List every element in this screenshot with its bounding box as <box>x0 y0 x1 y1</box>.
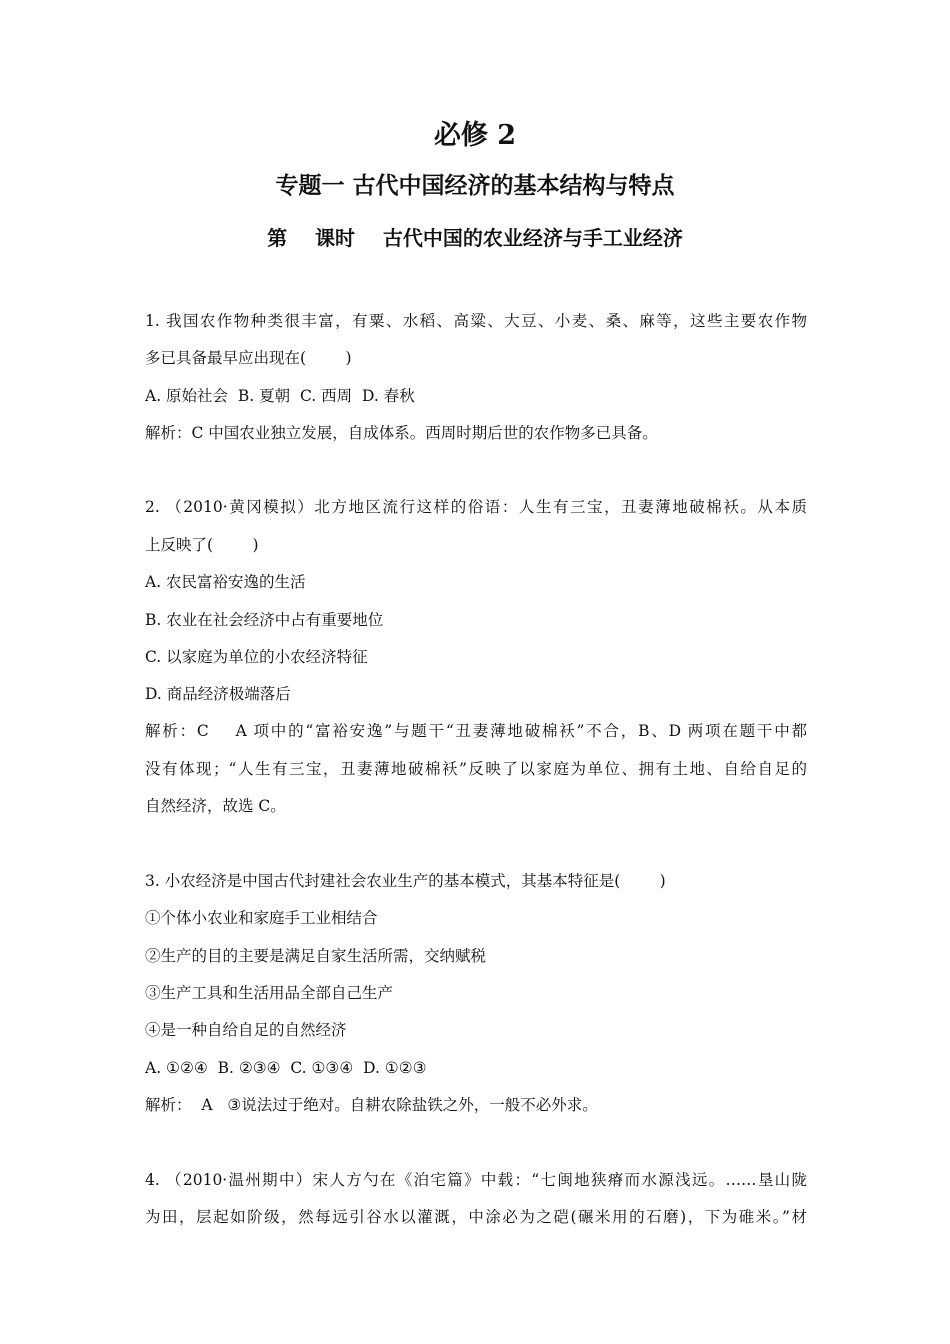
question-3-statement-3: ③生产工具和生活用品全部自己生产 <box>145 984 394 1002</box>
question-2-option-b: B. 农业在社会经济中占有重要地位 <box>145 611 384 629</box>
question-1-line-1: 1. 我国农作物种类很丰富，有粟、水稻、高粱、大豆、小麦、桑、麻等，这些主要农作物 <box>145 312 807 330</box>
question-2-option-c: C. 以家庭为单位的小农经济特征 <box>145 648 368 666</box>
question-3-analysis: 解析： A ③说法过于绝对。自耕农除盐铁之外，一般不必外求。 <box>145 1096 598 1114</box>
question-1-line-2: 多已具备最早应出现在( ) <box>145 349 352 367</box>
lesson-title: 第 课时 古代中国的农业经济与手工业经济 <box>267 226 683 250</box>
question-4-line-1: 4. （2010·温州期中）宋人方勺在《泊宅篇》中载：“七闽地狭瘠而水源浅远。……垦山陇 <box>145 1171 807 1189</box>
volume-title: 必修 2 <box>433 120 517 151</box>
question-3-statement-4: ④是一种自给自足的自然经济 <box>145 1021 347 1039</box>
question-2-line-2: 上反映了( ) <box>145 536 259 554</box>
question-3-line-1: 3. 小农经济是中国古代封建社会农业生产的基本模式，其基本特征是( ) <box>145 872 666 890</box>
topic-title: 专题一 古代中国经济的基本结构与特点 <box>275 173 675 199</box>
question-3-statement-2: ②生产的目的主要是满足自家生活所需，交纳赋税 <box>145 947 487 965</box>
question-2-option-a: A. 农民富裕安逸的生活 <box>145 573 306 591</box>
question-2-analysis-line-3: 自然经济，故选 C。 <box>145 797 286 815</box>
question-1-options: A. 原始社会 B. 夏朝 C. 西周 D. 春秋 <box>145 387 415 405</box>
question-2-analysis-line-2: 没有体现；“人生有三宝，丑妻薄地破棉袄”反映了以家庭为单位、拥有土地、自给自足的 <box>145 760 807 778</box>
question-2-analysis-line-1: 解析：C A 项中的“富裕安逸”与题干“丑妻薄地破棉袄”不合，B、D 两项在题干中都 <box>145 722 807 740</box>
question-3-options: A. ①②④ B. ②③④ C. ①③④ D. ①②③ <box>145 1059 427 1077</box>
question-1-analysis: 解析：C 中国农业独立发展，自成体系。西周时期后世的农作物多已具备。 <box>145 424 658 442</box>
question-2-option-d: D. 商品经济极端落后 <box>145 685 291 703</box>
question-4-line-2: 为田，层起如阶级，然每远引谷水以灌溉，中涂必为之硙(碾米用的石磨)，下为碓米。”材 <box>145 1208 807 1226</box>
question-3-statement-1: ①个体小农业和家庭手工业相结合 <box>145 909 378 927</box>
question-2-line-1: 2. （2010·黄冈模拟）北方地区流行这样的俗语：人生有三宝，丑妻薄地破棉袄。从本质 <box>145 498 807 516</box>
